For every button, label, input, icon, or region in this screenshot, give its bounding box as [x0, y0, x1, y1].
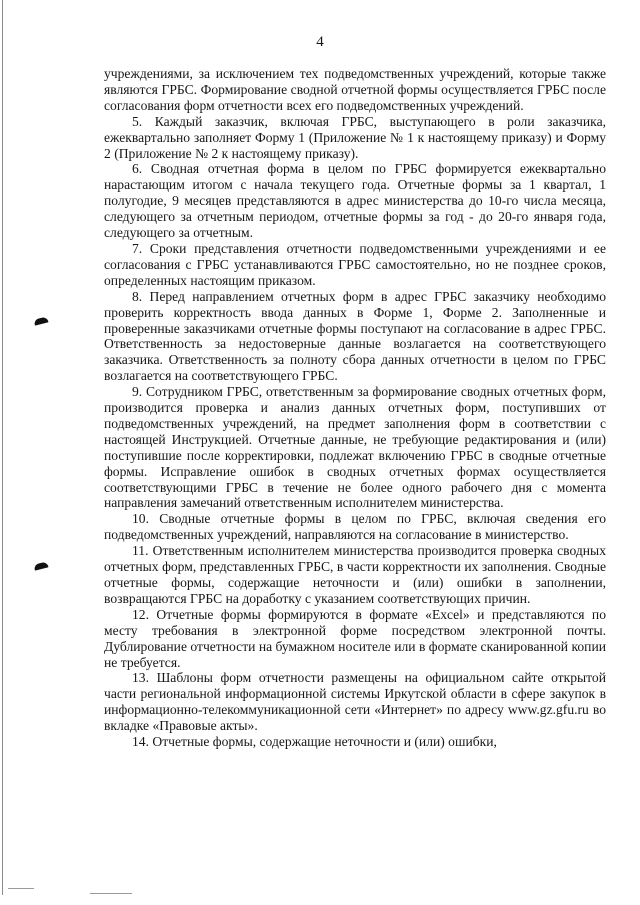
paragraph-14: 14. Отчетные формы, содержащие неточности и (или) ошибки, [132, 734, 497, 750]
paragraph-13: 13. Шаблоны форм отчетности размещены на официальном сайте открытой части региональной информационной системы Иркутской области в сфере закупок в информационно-телекоммуникационной сети «Интернет» по адресу www.gz.gfu.ru во вкладке «Правовые акты». [104, 670, 606, 734]
document-body [104, 66, 606, 750]
footer-rule [90, 893, 132, 894]
paragraph-5: 5. Каждый заказчик, включая ГРБС, выступающего в роли заказчика, ежеквартально заполняет Форму 1 (Приложение № 1 к настоящему приказу) и Форму 2 (Приложение № 2 к настоящему приказу). [104, 113, 606, 161]
paragraph-12: 12. Отчетные формы формируются в формате «Excel» и представляются по месту требования в электронной форме посредством электронной почты. Дублирование отчетности на бумажном носителе или в формате сканированной копии не требуется. [104, 606, 606, 670]
page-number: 4 [316, 34, 324, 50]
scan-edge-line [2, 0, 3, 895]
paragraph-11: 11. Ответственным исполнителем министерства производится проверка сводных отчетных форм, представленных ГРБС, в части корректности их заполнения. Сводные отчетные формы, содержащие неточности и (или) ошибки в заполнении, возвращаются ГРБС на доработку с указанием соответствующих причин. [104, 543, 606, 606]
paragraph-continuation: учреждениями, за исключением тех подведомственных учреждений, которые также являются ГРБС. Формирование сводной отчетной формы осуществляется ГРБС после согласования форм отчетности всех его подведомственных учреждений. [104, 66, 606, 113]
paragraph-9: 9. Сотрудником ГРБС, ответственным за формирование сводных отчетных форм, производится проверка и анализ данных отчетных форм, поступивших от подведомственных учреждений, на предмет заполнения форм в соответствии с настоящей Инструкцией. Отчетные данные, не требующие редактирования и (или) поступившие после корректировки, подлежат включению ГРБС в сводные отчетные формы. Исправление ошибок в сводных отчетных формах осуществляется соответствующими ГРБС в течение не более одного рабочего дня с момента направления замечаний ответственным исполнителем министерства. [104, 384, 606, 511]
paragraph-7: 7. Сроки представления отчетности подведомственными учреждениями и ее согласования с ГРБС устанавливаются ГРБС самостоятельно, но не позднее сроков, определенных настоящим приказом. [104, 240, 606, 288]
scan-mark [33, 561, 48, 570]
footer-rule [8, 888, 34, 889]
paragraph-10: 10. Сводные отчетные формы в целом по ГРБС, включая сведения его подведомственных учреждений, направляются на согласование в министерство. [104, 511, 606, 543]
paragraph-6: 6. Сводная отчетная форма в целом по ГРБС формируется ежеквартально нарастающим итогом с начала текущего года. Отчетные формы за 1 квартал, 1 полугодие, 9 месяцев представляются в адрес министерства до 10-го числа месяца, следующего за отчетным периодом, отчетные формы за год - до 20-го января года, следующего за отчетным. [104, 161, 606, 241]
scan-mark [33, 316, 48, 325]
paragraph-8: 8. Перед направлением отчетных форм в адрес ГРБС заказчику необходимо проверить корректность ввода данных в Форме 1, Форме 2. Заполненные и проверенные заказчиками отчетные формы поступают на согласование в адрес ГРБС. Ответственность за недостоверные данные возлагается на соответствующего заказчика. Ответственность за полноту сбора данных отчетности в целом по ГРБС возлагается на соответствующего ГРБС. [104, 288, 606, 384]
